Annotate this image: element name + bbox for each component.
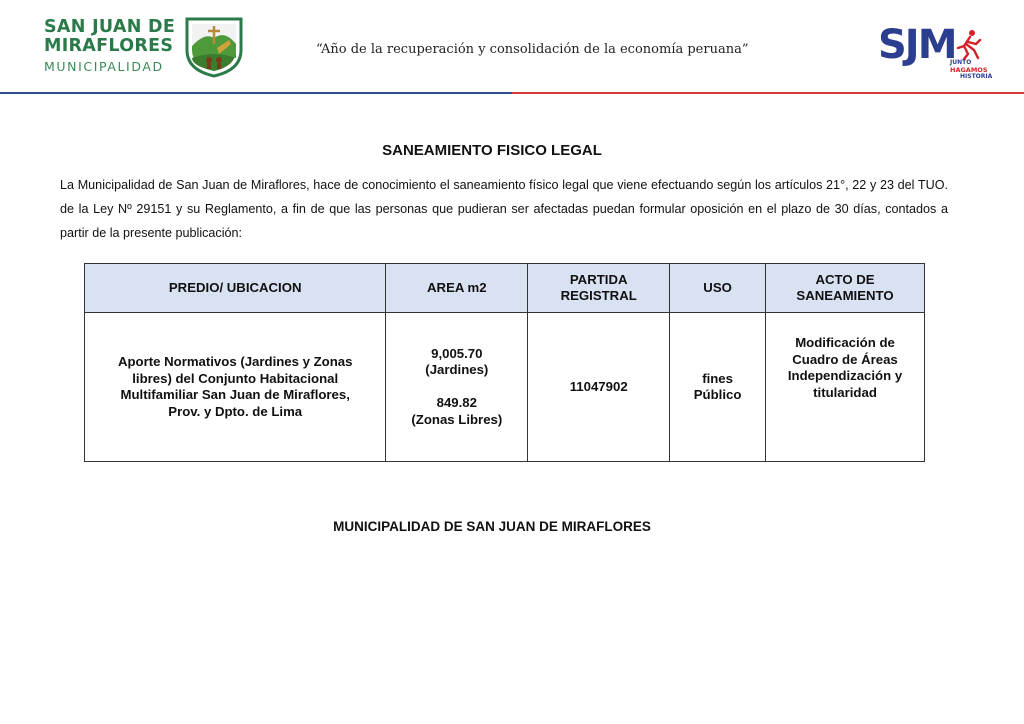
shield-emblem-icon — [183, 14, 245, 78]
partida-cell: 11047902 — [528, 313, 670, 462]
header-rule-left — [0, 92, 512, 94]
uso-cell — [670, 313, 766, 462]
acto-line-4: titularidad — [813, 384, 877, 400]
predio-cell: Aporte Normativos (Jardines y Zonas libres) del Conjunto Habitacional Multifamiliar San Juan de Miraflores, Prov. y Dpto. de Lima — [85, 313, 386, 462]
column-header: USO — [670, 264, 766, 313]
tagline-line-3: HISTORIA — [960, 73, 993, 80]
sjm-logo — [876, 22, 993, 80]
municipality-logo — [44, 14, 245, 78]
area-cell — [386, 313, 528, 462]
uso-line-2: Público — [693, 387, 742, 402]
uso-line-1: fines — [702, 370, 733, 386]
signature-footer: MUNICIPALIDAD DE SAN JUAN DE MIRAFLORES — [333, 519, 651, 534]
logo-line-3: MUNICIPALIDAD — [44, 58, 164, 74]
runner-icon — [954, 28, 984, 60]
area-label-2: (Zonas Libres) — [411, 411, 503, 427]
area-value-1: 9,005.70 — [431, 345, 483, 361]
notice-paragraph: La Municipalidad de San Juan de Miraflores, hace de conocimiento el saneamiento físico legal que viene efectuando según los artículos 21°, 22 y 23 del TUO. de la Ley Nº 29151 y su Reglamento, a fin de que las personas que pudieran ser afectadas puedan formular oposición en el plazo de 30 días, contados a partir de la presente publicación: — [60, 178, 948, 240]
logo-line-2: MIRAFLORES — [44, 36, 174, 57]
sjm-mark: SJM — [878, 22, 956, 68]
acto-line-2: Cuadro de Áreas — [792, 351, 898, 367]
acto-cell — [766, 313, 925, 462]
table-row — [85, 313, 925, 462]
column-header: ACTO DE SANEAMIENTO — [766, 264, 925, 313]
column-header: AREA m2 — [386, 264, 528, 313]
column-header: PREDIO/ UBICACION — [85, 264, 386, 313]
header-rule-right — [512, 92, 1024, 94]
column-header: PARTIDA REGISTRAL — [528, 264, 670, 313]
tagline-line-2: HAGAMOS — [950, 66, 988, 74]
tagline-line-1: JUNTO — [950, 59, 972, 66]
document-title: SANEAMIENTO FISICO LEGAL — [382, 142, 602, 159]
property-table — [84, 263, 925, 462]
area-value-2: 849.82 — [436, 395, 477, 411]
logo-line-1: SAN JUAN DE — [44, 16, 176, 37]
table-header-row — [85, 264, 925, 313]
acto-line-1: Modificación de — [795, 335, 895, 350]
year-motto: “Año de la recuperación y consolidación de la economía peruana” — [316, 42, 749, 57]
page-header — [0, 0, 1024, 96]
area-label-1: (Jardines) — [425, 362, 489, 378]
acto-line-3: Independización y — [787, 368, 903, 383]
